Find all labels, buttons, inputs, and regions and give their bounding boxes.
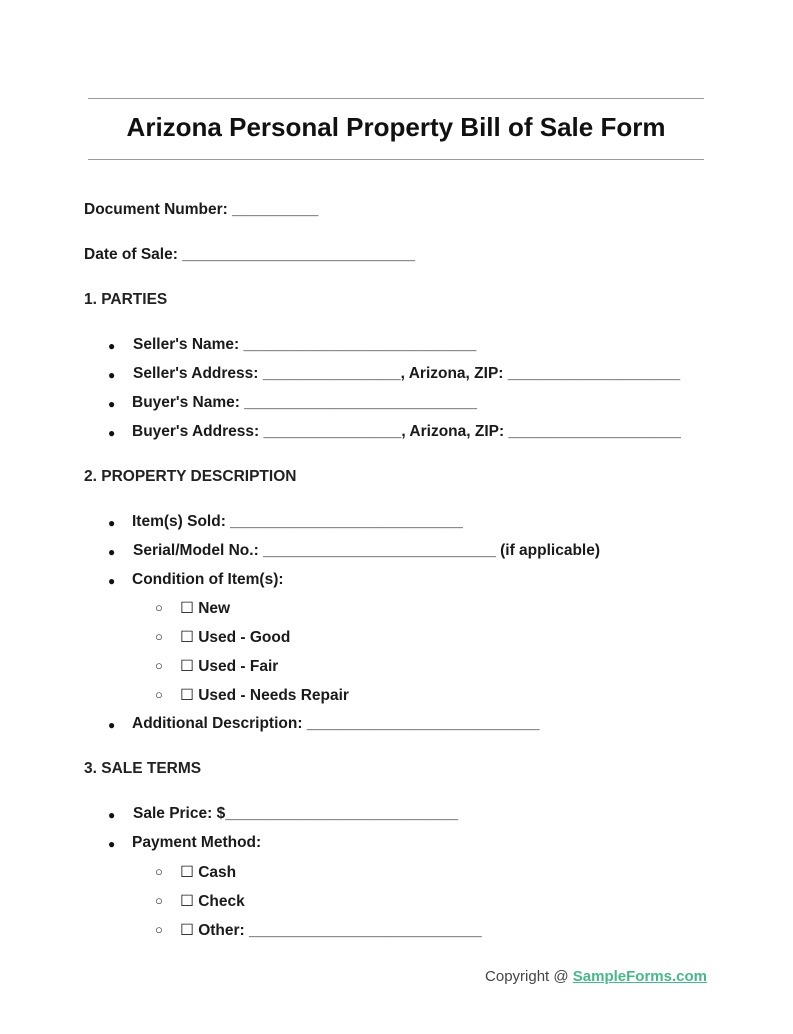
circle-bullet-icon: ○ (155, 922, 163, 937)
bullet-icon: ● (108, 516, 116, 530)
buyer-address-field[interactable]: Buyer's Address: ________________, Arizona, ZIP: ____________________ (132, 423, 681, 440)
payment-option-other[interactable]: ☐ Other: ___________________________ (180, 922, 482, 939)
section-heading-sale-terms: 3. SALE TERMS (84, 760, 202, 777)
bullet-icon: ● (108, 545, 116, 559)
seller-name-field[interactable]: Seller's Name: ___________________________ (133, 336, 477, 353)
condition-option-used-needs-repair[interactable]: ☐ Used - Needs Repair (180, 687, 349, 704)
bullet-icon: ● (108, 339, 116, 353)
bullet-icon: ● (108, 718, 116, 732)
circle-bullet-icon: ○ (155, 687, 163, 702)
circle-bullet-icon: ○ (155, 893, 163, 908)
copyright-prefix: Copyright @ (485, 968, 573, 985)
page-title: Arizona Personal Property Bill of Sale Form (126, 112, 666, 142)
bullet-icon: ● (108, 368, 116, 382)
bullet-icon: ● (108, 574, 116, 588)
additional-description-field[interactable]: Additional Description: ___________________________ (132, 715, 540, 732)
condition-label: Condition of Item(s): (132, 571, 284, 588)
section-heading-parties: 1. PARTIES (84, 291, 168, 308)
bullet-icon: ● (108, 837, 116, 851)
section-heading-property-description: 2. PROPERTY DESCRIPTION (84, 468, 297, 485)
payment-method-label: Payment Method: (132, 834, 262, 851)
condition-option-used-good[interactable]: ☐ Used - Good (180, 629, 291, 646)
date-of-sale-field[interactable]: Date of Sale: ___________________________ (84, 246, 415, 263)
document-number-field[interactable]: Document Number: __________ (84, 201, 319, 218)
seller-address-field[interactable]: Seller's Address: ________________, Arizona, ZIP: ____________________ (133, 365, 681, 382)
brand-link[interactable]: SampleForms.com (572, 968, 707, 985)
sale-price-field[interactable]: Sale Price: $___________________________ (133, 805, 458, 822)
title-top-rule (88, 98, 704, 99)
bullet-icon: ● (108, 426, 116, 440)
circle-bullet-icon: ○ (155, 629, 163, 644)
payment-option-cash[interactable]: ☐ Cash (180, 864, 237, 881)
copyright-notice (485, 968, 707, 985)
serial-model-field[interactable]: Serial/Model No.: ___________________________ (if applicable) (133, 542, 601, 559)
bullet-icon: ● (108, 397, 116, 411)
buyer-name-field[interactable]: Buyer's Name: ___________________________ (132, 394, 477, 411)
bullet-icon: ● (108, 808, 116, 822)
condition-option-used-fair[interactable]: ☐ Used - Fair (180, 658, 279, 675)
circle-bullet-icon: ○ (155, 600, 163, 615)
items-sold-field[interactable]: Item(s) Sold: ___________________________ (132, 513, 463, 530)
payment-option-check[interactable]: ☐ Check (180, 893, 245, 910)
circle-bullet-icon: ○ (155, 658, 163, 673)
title-bottom-rule (88, 159, 704, 160)
condition-option-new[interactable]: ☐ New (180, 600, 231, 617)
circle-bullet-icon: ○ (155, 864, 163, 879)
